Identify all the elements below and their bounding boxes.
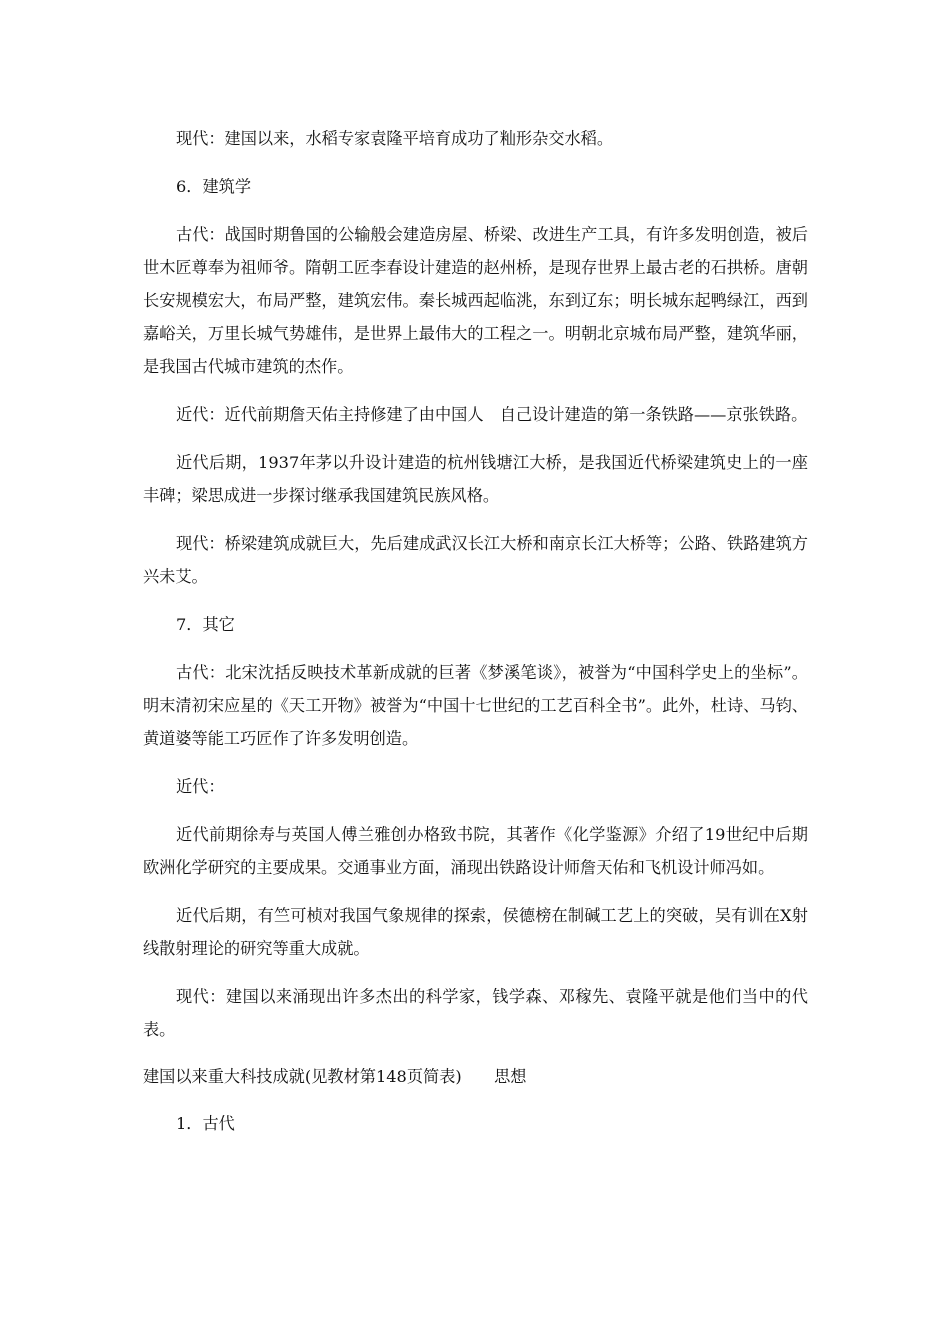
paragraph-other-contemporary: 现代：建国以来涌现出许多杰出的科学家，钱学森、邓稼先、袁隆平就是他们当中的代表。 [143,987,808,1039]
section-heading-other: 7．其它 [176,615,235,634]
section-heading-ancient: 1．古代 [176,1114,235,1133]
paragraph-achievements-thought: 建国以来重大科技成就(见教材第148页简表) 思想 [143,1067,527,1086]
paragraph-architecture-early-modern: 近代：近代前期詹天佑主持修建了由中国人 自己设计建造的第一条铁路——京张铁路。 [176,405,808,424]
paragraph-rice-modern: 现代：建国以来，水稻专家袁隆平培育成功了籼形杂交水稻。 [176,129,614,148]
section-heading-architecture: 6．建筑学 [176,177,252,196]
paragraph-other-modern-label: 近代： [176,777,225,796]
paragraph-other-late-modern: 近代后期，有竺可桢对我国气象规律的探索，侯德榜在制碱工艺上的突破，吴有训在X射线散射理论的研究等重大成就。 [143,906,808,958]
paragraph-architecture-contemporary: 现代：桥梁建筑成就巨大，先后建成武汉长江大桥和南京长江大桥等；公路、铁路建筑方兴未艾。 [143,534,808,586]
paragraph-other-ancient: 古代：北宋沈括反映技术革新成就的巨著《梦溪笔谈》，被誉为“中国科学史上的坐标”。明末清初宋应星的《天工开物》被誉为“中国十七世纪的工艺百科全书”。此外，杜诗、马钧、黄道婆等能工巧匠作了许多发明创造。 [143,663,808,748]
paragraph-architecture-ancient: 古代：战国时期鲁国的公输般会建造房屋、桥梁、改进生产工具，有许多发明创造，被后世木匠尊奉为祖师爷。隋朝工匠李春设计建造的赵州桥，是现存世界上最古老的石拱桥。唐朝长安规模宏大，布局严整，建筑宏伟。秦长城西起临洮，东到辽东；明长城东起鸭绿江，西到嘉峪关，万里长城气势雄伟，是世界上最伟大的工程之一。明朝北京城布局严整，建筑华丽，是我国古代城市建筑的杰作。 [143,225,808,376]
paragraph-other-early-modern: 近代前期徐寿与英国人傅兰雅创办格致书院，其著作《化学鉴源》介绍了19世纪中后期欧洲化学研究的主要成果。交通事业方面，涌现出铁路设计师詹天佑和飞机设计师冯如。 [143,825,808,877]
paragraph-architecture-late-modern: 近代后期，1937年茅以升设计建造的杭州钱塘江大桥，是我国近代桥梁建筑史上的一座丰碑；梁思成进一步探讨继承我国建筑民族风格。 [143,453,808,505]
document-page [143,122,808,1140]
